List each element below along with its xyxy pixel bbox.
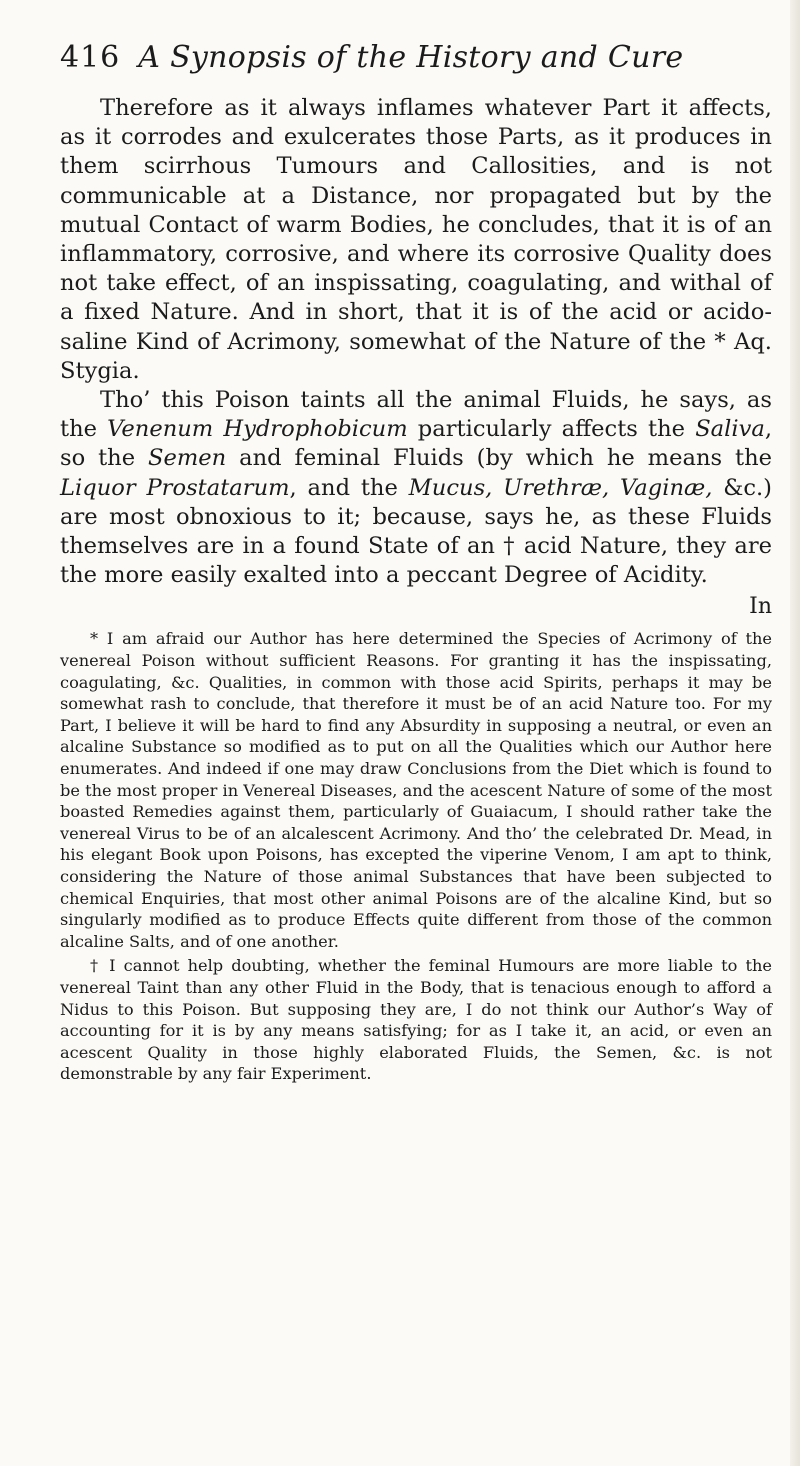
footnote-2: † I cannot help doubting, whether the feminal Humours are more liable to the venereal Taint than any other Fluid in the Body, that is tenacious enough to afford a Nidus to this Poison. But supposing they are, I do not think our Author’s Way of accounting for it is by any means satisfying; for as I take it, an acid, or even an acescent Quality in those highly elaborated Fluids, the Semen, &c. is not demonstrable by any fair Experiment.: [60, 956, 772, 1084]
paragraph-2-text: and feminal Fluids (by which he means the: [226, 445, 772, 472]
footnotes: [60, 628, 772, 1084]
main-text: [60, 94, 772, 590]
semen-term: Semen: [148, 445, 227, 472]
paragraph-2-text: , and the: [289, 474, 409, 501]
catchword: In: [749, 594, 772, 620]
running-title: A Synopsis of the History and Cure: [138, 40, 684, 75]
page-number: 416: [60, 40, 121, 75]
liquor-term: Liquor Prostatarum: [60, 474, 290, 501]
paragraph-2: [60, 386, 772, 590]
page-edge: [790, 0, 800, 1466]
venenum-term: Venenum Hydrophobicum: [107, 416, 408, 443]
paragraph-2-text: particularly affects the: [407, 416, 696, 443]
paragraph-2-text: Tho’ this Poison taints all the animal Fluids, he says, as the: [60, 387, 772, 443]
saliva-term: Saliva: [695, 416, 765, 443]
footnote-1: * I am afraid our Author has here determined the Species of Acrimony of the venereal Poison without sufficient Reasons. For granting it has the inspissating, coagulating, &c. Qualities, in common with those acid Spirits, perhaps it may be somewhat rash to conclude, that therefore it must be of an acid Nature too. For my Part, I believe it will be hard to find any Absurdity in supposing a neutral, or even an alcaline Substance so modified as to put on all the Qualities which our Author here enumerates. And indeed if one may draw Conclusions from the Diet which is found to be the most proper in Venereal Diseases, and the acescent Nature of some of the most boasted Remedies against them, particularly of Guaiacum, I should rather take the venereal Virus to be of an alcalescent Acrimony. And tho’ the celebrated Dr. Mead, in his elegant Book upon Poisons, has excepted the viperine Venom, I am apt to think, considering the Nature of those animal Substances that have been subjected to chemical Enquiries, that most other animal Poisons are of the alcaline Kind, but so singularly modified as to produce Effects quite different from those of the common alcaline Salts, and of one another.: [60, 629, 772, 951]
mucus-term: Mucus, Urethræ, Vaginæ,: [408, 474, 713, 501]
paragraph-2-text: &c.) are most obnoxious to it; because, says he, as these Fluids themselves are in a found State of an † acid Nature, they are the more easily exalted into a peccant Degree of Acidity.: [60, 474, 773, 589]
paragraph-2-text: , so the: [60, 416, 773, 472]
page-header: [60, 40, 772, 86]
paragraph-1: Therefore as it always inflames whatever Part it affects, as it corrodes and exulcerates those Parts, as it produces in them scirrhous Tumours and Callosities, and is not communicable at a Distance, nor propagated but by the mutual Contact of warm Bodies, he concludes, that it is of an inflammatory, corrosive, and where its corrosive Quality does not take effect, of an inspissating, coagulating, and withal of a fixed Nature. And in short, that it is of the acid or acido-saline Kind of Acrimony, somewhat of the Nature of the * Aq. Stygia.: [60, 95, 772, 384]
